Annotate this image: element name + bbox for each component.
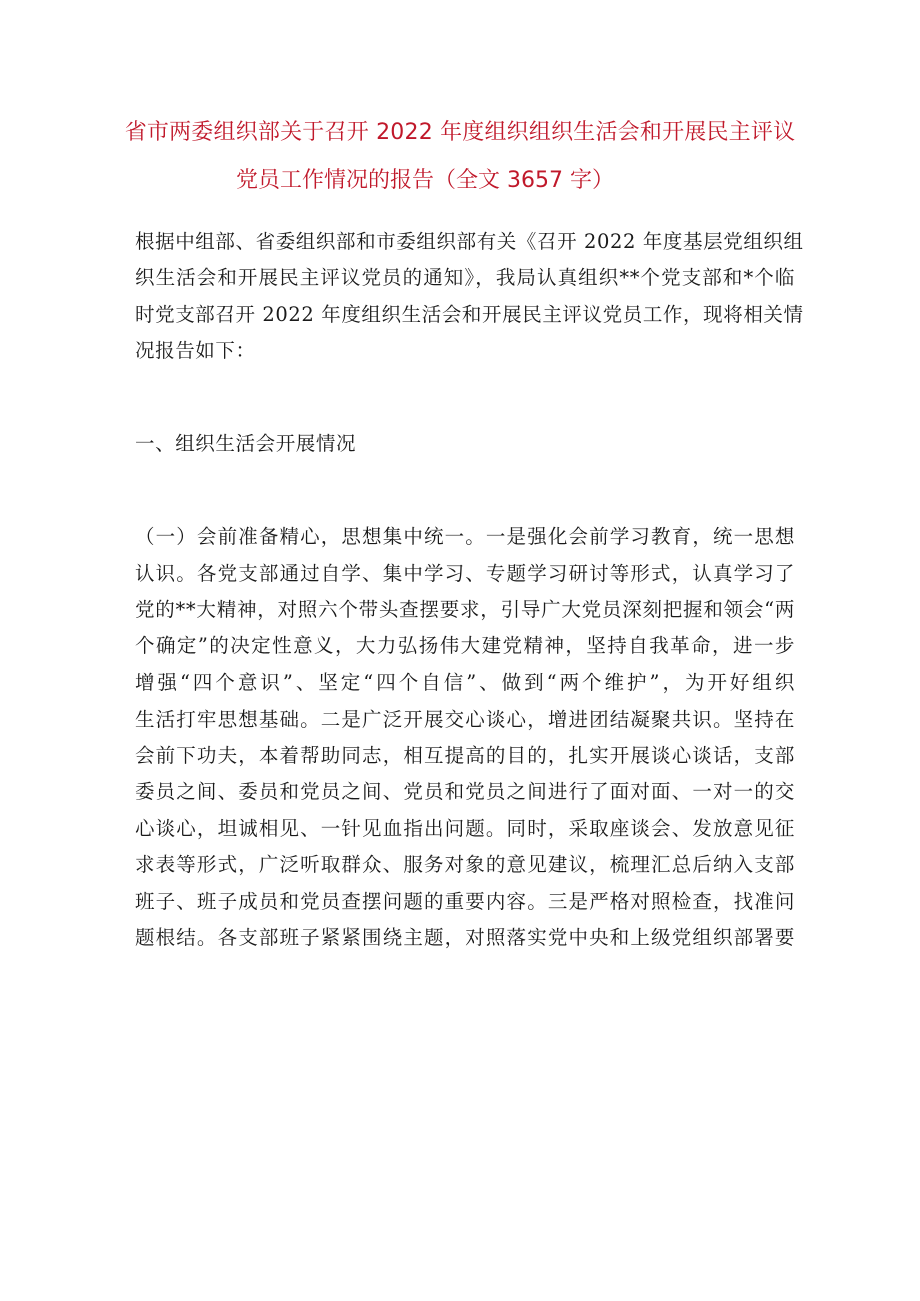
intro-paragraph-line: 根据中组部、省委组织部和市委组织部有关《召开 2022 年度基层党组织组 [135, 230, 804, 253]
document-title-line-1: 省市两委组织部关于召开 2022 年度组织组织生活会和开展民主评议 [124, 120, 796, 145]
section-paragraph-line: 题根结。各支部班子紧紧围绕主题，对照落实党中央和上级党组织部署要 [135, 926, 795, 949]
section-paragraph-line: 求表等形式，广泛听取群众、服务对象的意见建议，梳理汇总后纳入支部 [135, 853, 795, 876]
intro-paragraph-line: 况报告如下： [135, 339, 256, 362]
section-paragraph-line: 心谈心，坦诚相见、一针见血指出问题。同时，采取座谈会、发放意见征 [135, 817, 795, 840]
section-paragraph-line: 会前下功夫，本着帮助同志，相互提高的目的，扎实开展谈心谈话，支部 [135, 744, 795, 767]
section-paragraph-line: 班子、班子成员和党员查摆问题的重要内容。三是严格对照检查，找准问 [135, 890, 795, 913]
section-paragraph-line: 认识。各党支部通过自学、集中学习、专题学习研讨等形式，认真学习了 [135, 562, 795, 585]
intro-paragraph-line: 织生活会和开展民主评议党员的通知》，我局认真组织**个党支部和*个临 [135, 266, 795, 289]
section-heading: 一、组织生活会开展情况 [135, 432, 357, 455]
section-paragraph-line: （一）会前准备精心，思想集中统一。一是强化会前学习教育，统一思想 [135, 525, 795, 548]
section-paragraph-line: 增强“四个意识”、坚定“四个自信”、做到“两个维护”，为开好组织 [135, 671, 795, 694]
section-paragraph-line: 生活打牢思想基础。二是广泛开展交心谈心，增进团结凝聚共识。坚持在 [135, 708, 795, 731]
document-title-line-2: 党员工作情况的报告（全文 3657 字） [236, 168, 614, 193]
section-paragraph-line: 个确定”的决定性意义，大力弘扬伟大建党精神，坚持自我革命，进一步 [135, 634, 795, 657]
section-paragraph-line: 党的**大精神，对照六个带头查摆要求，引导广大党员深刻把握和领会“两 [135, 598, 795, 621]
section-paragraph-line: 委员之间、委员和党员之间、党员和党员之间进行了面对面、一对一的交 [135, 780, 795, 803]
intro-paragraph-line: 时党支部召开 2022 年度组织生活会和开展民主评议党员工作，现将相关情 [135, 303, 804, 326]
